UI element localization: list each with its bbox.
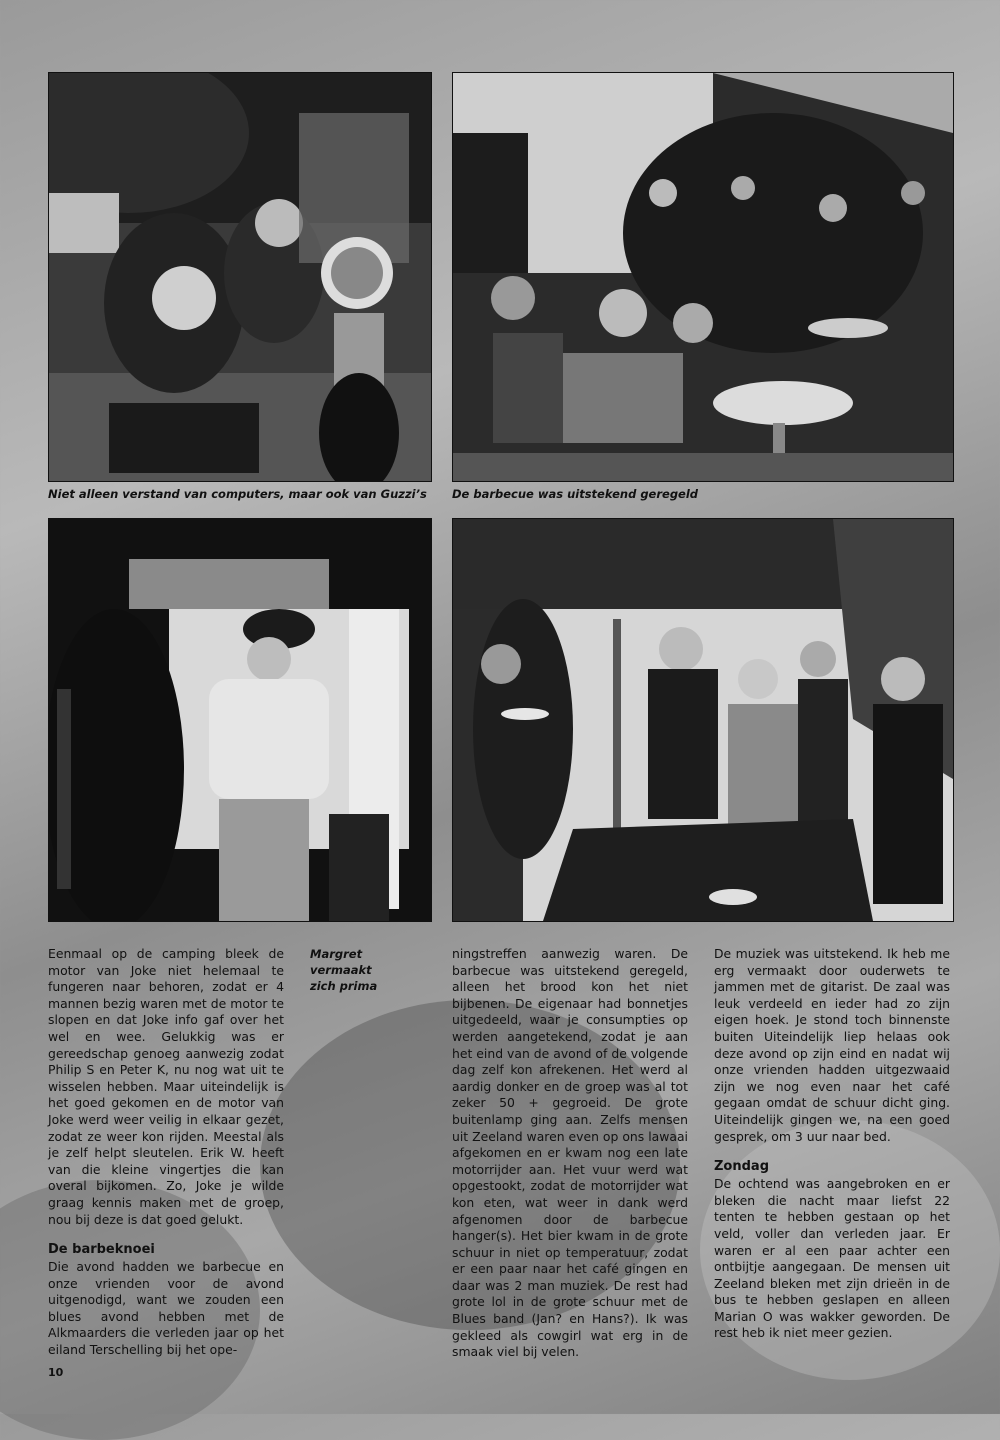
article-paragraph: De ochtend was aangebroken en er bleken die nacht maar liefst 22 tenten te hebben gestaan op het veld, voller dan verleden jaar. Er waren er al een paar achter een ontbijtje aangegaan. De mensen uit Zeeland bleken met zijn drieën in de bus te hebben geslapen en alleen Marian O was wakker geworden. De rest heb ik niet meer gezien.: [714, 1176, 950, 1341]
section-heading-barbeknoei: De barbeknoei: [48, 1242, 155, 1258]
caption-photo-1: Niet alleen verstand van computers, maar ook van Guzzi’s: [48, 487, 427, 501]
photo-cowgirl-stage: [48, 518, 432, 922]
article-paragraph: Die avond hadden we barbecue en onze vrienden voor de avond uitgenodigd, want we zouden een blues avond hebben met de Alkmaarders die verleden jaar op het eiland Terschelling bij het ope-: [48, 1259, 284, 1358]
article-paragraph: De muziek was uitstekend. Ik heb me erg vermaakt door ouderwets te jammen met de gitarist. De zaal was leuk verdeeld en ieder had zo zijn eigen hoek. Je stond toch binnenste buiten Uiteindelijk liep helaas ook deze avond op zijn eind en nadat wij onze vrienden hadden uitgezwaaid zijn we nog even naar het café gegaan omdat de schuur dicht ging. Uiteindelijk gingen we, na een goed gesprek, om 3 uur naar bed.: [714, 946, 950, 1144]
article-paragraph: ningstreffen aanwezig waren. De barbecue was uitstekend geregeld, alleen het brood kon het niet bijbenen. De eigenaar had bonnetjes uitgedeeld, waar je consumpties op werden aangetekend, zodat je aan het eind van de avond of de volgende dag zelf kon afrekenen. Het werd al aardig donker en de groep was al tot zeker 50 + gegroeid. De grote buitenlamp ging aan. Zelfs mensen uit Zeeland waren even op ons lawaai afgekomen en er kwam nog een late motorrijder aan. Het vuur werd wat opgestookt, zodat de motorrijder wat kon eten, wat weer in dank werd afgenomen door de barbecue hanger(s). Het bier kwam in de grote schuur in niet op temperatuur, zodat er een paar naar het café gingen en daar was 2 man muziek. De rest had grote lol in de grote schuur met de Blues band (Jan? en Hans?). Ik was gekleed als cowgirl wat erg in de smaak viel bij velen.: [452, 946, 688, 1360]
article-column-1: [48, 946, 284, 1359]
photo-motorcycle-repair: [48, 72, 432, 482]
caption-photo-3: Margret vermaakt zich prima: [310, 947, 378, 993]
section-heading-zondag: Zondag: [714, 1159, 769, 1175]
caption-photo-2: De barbecue was uitstekend geregeld: [452, 487, 699, 501]
photo-barbecue-crowd: [452, 72, 954, 482]
article-column-3: [714, 946, 950, 1342]
photo-barbecue-grill-group: [452, 518, 954, 922]
article-column-2: [452, 946, 688, 1361]
page-number: 10: [48, 1366, 64, 1379]
article-paragraph: Eenmaal op de camping bleek de motor van Joke niet helemaal te fungeren naar behoren, zodat er 4 mannen bezig waren met de motor te slopen en dat Joke info gaf over het wel en wee. Gelukkig was er gereedschap genoeg aanwezig zodat Philip S en Peter K, nu nog wat uit te wisselen hebben. Maar uiteindelijk is het goed gekomen en de motor van Joke werd weer veilig in elkaar gezet, zodat ze weer kon rijden. Meestal als je zelf helpt sleutelen. Erik W. heeft van die kleine vingertjes die kan overal bijkomen. Zo, Joke je wilde graag kennis maken met de groep, nou bij deze is dat goed gelukt.: [48, 946, 284, 1227]
